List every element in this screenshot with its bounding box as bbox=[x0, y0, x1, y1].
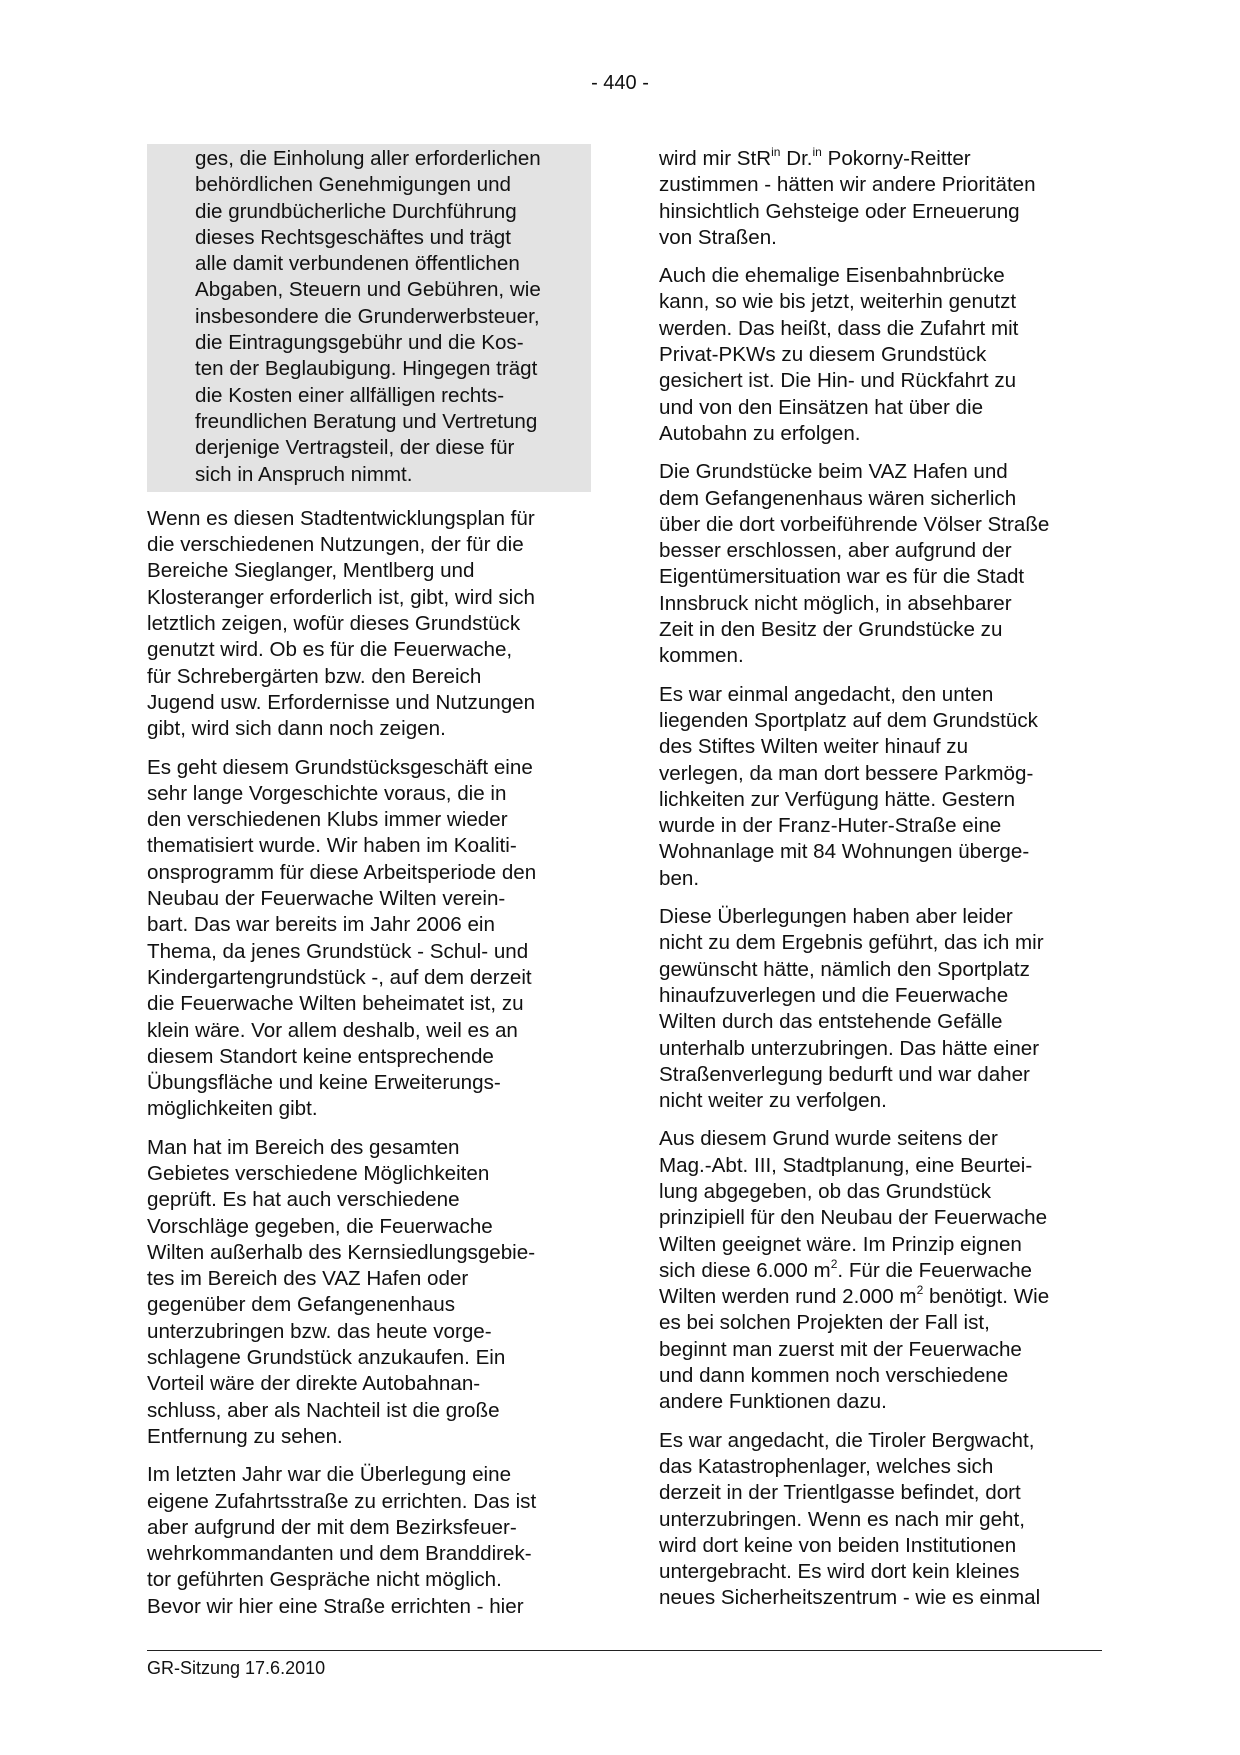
page-number: - 440 - bbox=[591, 72, 649, 94]
text-line: Auch die ehemalige Eisenbahnbrücke bbox=[659, 264, 1005, 288]
text-fragment: Dr. bbox=[780, 147, 813, 170]
text-line: eigene Zufahrtsstraße zu errichten. Das ist bbox=[147, 1489, 537, 1513]
paragraph bbox=[147, 1462, 591, 1620]
text-line: Wilten außerhalb des Kernsiedlungsgebie- bbox=[147, 1240, 536, 1264]
text-line: Aus diesem Grund wurde seitens der bbox=[659, 1127, 998, 1151]
text-line: gesichert ist. Die Hin- und Rückfahrt zu bbox=[659, 369, 1017, 393]
text-line: behördlichen Genehmigungen und bbox=[195, 173, 512, 197]
superscript: 2 bbox=[916, 1283, 924, 1298]
text-line: es bei solchen Projekten der Fall ist, bbox=[659, 1311, 990, 1335]
text-line: Wenn es diesen Stadtentwicklungsplan für bbox=[147, 506, 535, 530]
text-line: Privat-PKWs zu diesem Grundstück bbox=[659, 343, 987, 367]
text-line: über die dort vorbeiführende Völser Straße bbox=[659, 512, 1050, 536]
superscript: in bbox=[771, 145, 781, 159]
text-line: nicht weiter zu verfolgen. bbox=[659, 1089, 887, 1113]
text-line: tor geführten Gespräche nicht möglich. bbox=[147, 1568, 502, 1592]
text-line: die verschiedenen Nutzungen, der für die bbox=[147, 533, 524, 557]
text-line: Autobahn zu erfolgen. bbox=[659, 421, 861, 445]
text-line: werden. Das heißt, dass die Zufahrt mit bbox=[659, 316, 1019, 340]
text-line: den verschiedenen Klubs immer wieder bbox=[147, 808, 508, 832]
text-line: aber aufgrund der mit dem Bezirksfeuer- bbox=[147, 1515, 517, 1539]
paragraph bbox=[659, 682, 1109, 892]
text-line: zustimmen - hätten wir andere Prioritäten bbox=[659, 173, 1036, 197]
left-column bbox=[147, 146, 591, 1632]
text-line: geprüft. Es hat auch verschiedene bbox=[147, 1188, 460, 1212]
superscript: 2 bbox=[830, 1256, 838, 1271]
text-line: unterhalb unterzubringen. Das hätte einer bbox=[659, 1036, 1040, 1060]
text-line bbox=[659, 1284, 1109, 1310]
text-line: Thema, da jenes Grundstück - Schul- und bbox=[147, 939, 529, 963]
text-line: neues Sicherheitszentrum - wie es einmal bbox=[659, 1586, 1041, 1610]
paragraph bbox=[147, 1135, 591, 1451]
footer-divider bbox=[147, 1650, 1102, 1651]
text-fragment: . Für die Feuerwache bbox=[837, 1258, 1032, 1282]
paragraph bbox=[659, 1428, 1109, 1612]
text-line: ges, die Einholung aller erforderlichen bbox=[195, 147, 541, 170]
text-line: ben. bbox=[659, 866, 700, 890]
text-line: andere Funktionen dazu. bbox=[659, 1390, 887, 1414]
text-line: das Katastrophenlager, welches sich bbox=[659, 1454, 994, 1478]
text-line: Kindergartengrundstück -, auf dem derzeit bbox=[147, 965, 532, 989]
text-line: Abgaben, Steuern und Gebühren, wie bbox=[195, 278, 541, 302]
text-line: die grundbücherliche Durchführung bbox=[195, 199, 517, 223]
text-line: wird dort keine von beiden Institutionen bbox=[659, 1533, 1017, 1557]
text-line: dem Gefangenenhaus wären sicherlich bbox=[659, 486, 1017, 510]
text-line: möglichkeiten gibt. bbox=[147, 1097, 318, 1121]
text-line: thematisiert wurde. Wir haben im Koaliti- bbox=[147, 834, 517, 858]
text-line: für Schrebergärten bzw. den Bereich bbox=[147, 664, 482, 688]
text-line: Bereiche Sieglanger, Mentlberg und bbox=[147, 559, 475, 583]
text-line: freundlichen Beratung und Vertretung bbox=[195, 409, 538, 433]
text-line: nicht zu dem Ergebnis geführt, das ich mir bbox=[659, 931, 1044, 955]
footer-session-date: GR-Sitzung 17.6.2010 bbox=[147, 1658, 326, 1678]
text-line: die Feuerwache Wilten beheimatet ist, zu bbox=[147, 992, 524, 1016]
text-line: Innsbruck nicht möglich, in absehbarer bbox=[659, 591, 1012, 615]
text-line: ten der Beglaubigung. Hingegen trägt bbox=[195, 357, 538, 381]
text-line: Gebietes verschiedene Möglichkeiten bbox=[147, 1161, 490, 1185]
text-line: Entfernung zu sehen. bbox=[147, 1424, 343, 1448]
text-line: Mag.-Abt. III, Stadtplanung, eine Beurtei- bbox=[659, 1153, 1033, 1177]
text-line: Bevor wir hier eine Straße errichten - hier bbox=[147, 1594, 524, 1618]
text-line: prinzipiell für den Neubau der Feuerwache bbox=[659, 1206, 1048, 1230]
text-line: besser erschlossen, aber aufgrund der bbox=[659, 539, 1012, 563]
text-fragment: Pokorny-Reitter bbox=[821, 147, 971, 170]
paragraph bbox=[659, 1126, 1109, 1415]
text-line: von Straßen. bbox=[659, 225, 777, 249]
text-line: derzeit in der Trientlgasse befindet, dort bbox=[659, 1481, 1021, 1505]
text-line: beginnt man zuerst mit der Feuerwache bbox=[659, 1337, 1022, 1361]
text-line: untergebracht. Es wird dort kein kleines bbox=[659, 1560, 1020, 1584]
paragraph bbox=[147, 755, 591, 1123]
text-line bbox=[659, 1258, 1109, 1284]
text-line: alle damit verbundenen öffentlichen bbox=[195, 252, 520, 276]
text-line: gewünscht hätte, nämlich den Sportplatz bbox=[659, 957, 1030, 981]
text-line: Wilten geeignet wäre. Im Prinzip eignen bbox=[659, 1232, 1022, 1256]
text-line bbox=[659, 146, 1109, 172]
text-line: und von den Einsätzen hat über die bbox=[659, 395, 984, 419]
paragraph bbox=[659, 459, 1109, 669]
paragraph bbox=[659, 263, 1109, 447]
text-line: Wilten durch das entstehende Gefälle bbox=[659, 1010, 1003, 1034]
text-line: Es war angedacht, die Tiroler Bergwacht, bbox=[659, 1428, 1035, 1452]
text-line: dieses Rechtsgeschäftes und trägt bbox=[195, 225, 511, 249]
text-line: unterzubringen. Wenn es nach mir geht, bbox=[659, 1507, 1025, 1531]
text-line: Im letzten Jahr war die Überlegung eine bbox=[147, 1463, 512, 1487]
text-line: Es war einmal angedacht, den unten bbox=[659, 682, 994, 706]
text-line: Neubau der Feuerwache Wilten verein- bbox=[147, 887, 506, 911]
text-fragment: wird mir StR bbox=[659, 147, 772, 170]
text-line: lichkeiten zur Verfügung hätte. Gestern bbox=[659, 787, 1016, 811]
paragraph bbox=[147, 506, 591, 743]
text-line: liegenden Sportplatz auf dem Grundstück bbox=[659, 708, 1038, 732]
text-line: und dann kommen noch verschiedene bbox=[659, 1364, 1009, 1388]
text-line: die Kosten einer allfälligen rechts- bbox=[195, 383, 505, 407]
text-line: kann, so wie bis jetzt, weiterhin genutzt bbox=[659, 290, 1017, 314]
text-line: Vorschläge gegeben, die Feuerwache bbox=[147, 1214, 493, 1238]
paragraph bbox=[659, 146, 1109, 251]
text-line: verlegen, da man dort bessere Parkmög- bbox=[659, 761, 1034, 785]
text-fragment: benötigt. Wie bbox=[923, 1285, 1050, 1309]
text-line: Wohnanlage mit 84 Wohnungen überge- bbox=[659, 840, 1030, 864]
text-line: hinsichtlich Gehsteige oder Erneuerung bbox=[659, 199, 1020, 223]
text-line: schlagene Grundstück anzukaufen. Ein bbox=[147, 1346, 506, 1370]
text-line: Man hat im Bereich des gesamten bbox=[147, 1135, 460, 1159]
text-line: Übungsfläche und keine Erweiterungs- bbox=[147, 1071, 501, 1095]
text-line: schluss, aber als Nachteil ist die große bbox=[147, 1398, 500, 1422]
text-fragment: sich diese 6.000 m bbox=[659, 1258, 831, 1282]
text-line: klein wäre. Vor allem deshalb, weil es an bbox=[147, 1018, 518, 1042]
text-line: kommen. bbox=[659, 644, 744, 668]
text-line: die Eintragungsgebühr und die Kos- bbox=[195, 331, 524, 355]
text-line: gibt, wird sich dann noch zeigen. bbox=[147, 717, 446, 741]
right-column bbox=[659, 146, 1109, 1624]
text-line: letztlich zeigen, wofür dieses Grundstück bbox=[147, 612, 521, 636]
text-line: hinaufzuverlegen und die Feuerwache bbox=[659, 983, 1009, 1007]
text-line: lung abgegeben, ob das Grundstück bbox=[659, 1179, 992, 1203]
text-line: onsprogramm für diese Arbeitsperiode den bbox=[147, 860, 537, 884]
text-line: bart. Das war bereits im Jahr 2006 ein bbox=[147, 913, 495, 937]
superscript: in bbox=[812, 145, 822, 159]
text-line: genutzt wird. Ob es für die Feuerwache, bbox=[147, 638, 513, 662]
text-line: Vorteil wäre der direkte Autobahnan- bbox=[147, 1372, 481, 1396]
text-line: des Stiftes Wilten weiter hinauf zu bbox=[659, 735, 969, 759]
text-line: Zeit in den Besitz der Grundstücke zu bbox=[659, 618, 1003, 642]
text-line: tes im Bereich des VAZ Hafen oder bbox=[147, 1267, 469, 1291]
text-line: Diese Überlegungen haben aber leider bbox=[659, 905, 1013, 929]
text-line: Straßenverlegung bedurft und war daher bbox=[659, 1062, 1030, 1086]
text-line: sehr lange Vorgeschichte voraus, die in bbox=[147, 781, 507, 805]
shaded-quote-block bbox=[147, 144, 591, 492]
shaded-paragraph bbox=[195, 146, 585, 488]
paragraph bbox=[659, 904, 1109, 1114]
text-line: Die Grundstücke beim VAZ Hafen und bbox=[659, 460, 1008, 484]
text-fragment: Wilten werden rund 2.000 m bbox=[659, 1285, 917, 1309]
text-line: unterzubringen bzw. das heute vorge- bbox=[147, 1319, 492, 1343]
text-line: wehrkommandanten und dem Branddirek- bbox=[147, 1542, 532, 1566]
text-line: sich in Anspruch nimmt. bbox=[195, 462, 413, 486]
text-line: Klosteranger erforderlich ist, gibt, wird sich bbox=[147, 585, 536, 609]
text-line: Jugend usw. Erfordernisse und Nutzungen bbox=[147, 690, 536, 714]
text-line: diesem Standort keine entsprechende bbox=[147, 1044, 494, 1068]
text-line: Es geht diesem Grundstücksgeschäft eine bbox=[147, 755, 533, 779]
text-line: gegenüber dem Gefangenenhaus bbox=[147, 1293, 456, 1317]
text-line: insbesondere die Grunderwerbsteuer, bbox=[195, 304, 540, 328]
text-line: derjenige Vertragsteil, der diese für bbox=[195, 436, 515, 460]
text-line: wurde in der Franz-Huter-Straße eine bbox=[659, 814, 1002, 838]
text-line: Eigentümersituation war es für die Stadt bbox=[659, 565, 1025, 589]
